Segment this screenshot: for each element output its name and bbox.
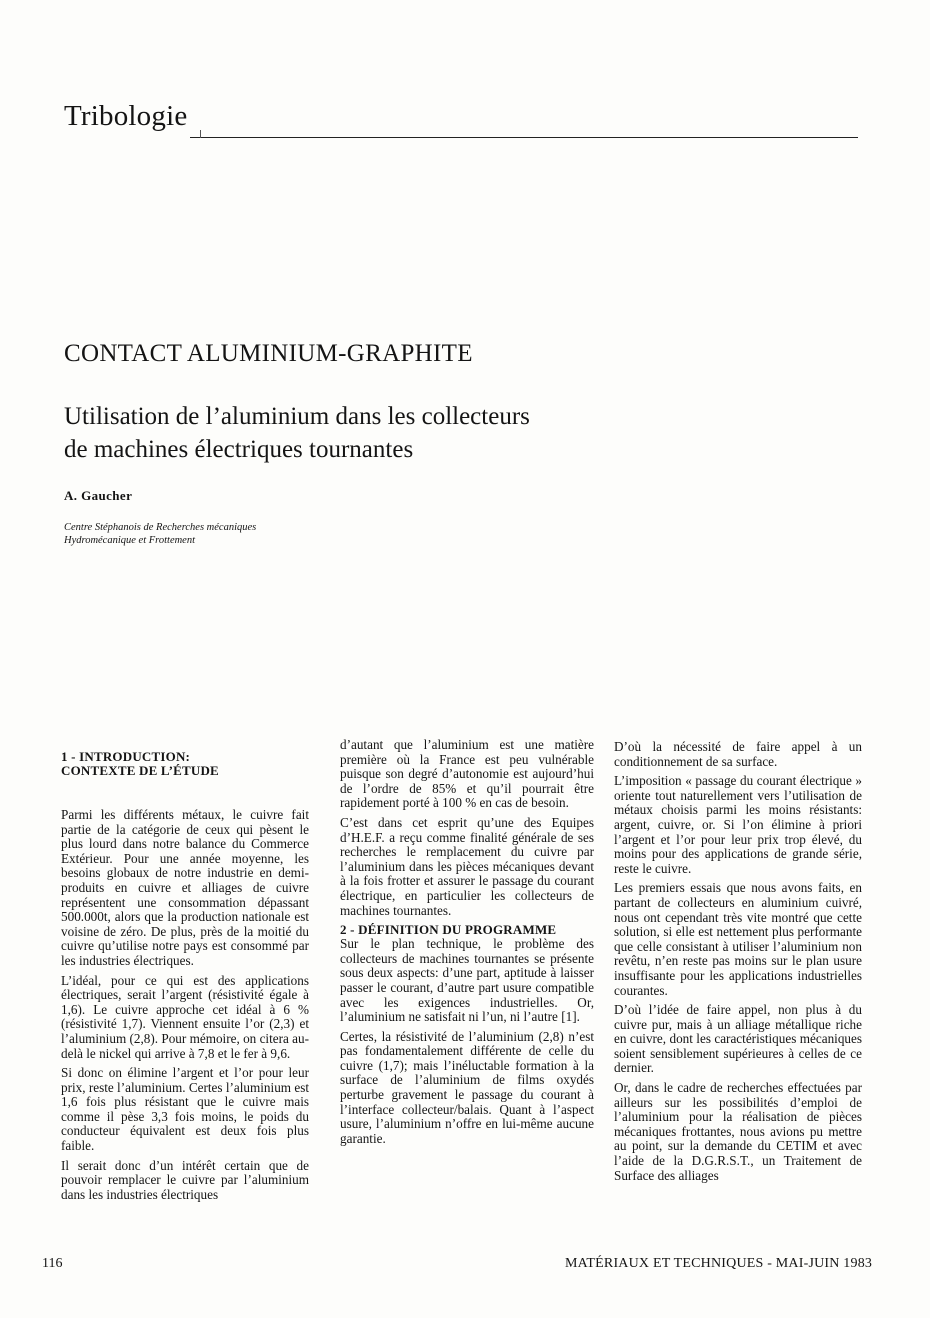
- paragraph: Il serait donc d’un intérêt certain que de pouvoir remplacer le cuivre par l’aluminium dans les industries électriques: [61, 1157, 309, 1202]
- section-title: Tribologie: [64, 100, 188, 132]
- header-rule: [190, 137, 858, 138]
- paragraph: C’est dans cet esprit qu’une des Equipes d’H.E.F. a reçu comme finalité générale de ses recherches le remplacement du cuivre par l’aluminium dans les pièces mécaniques devant à la fois frotter et assurer le passage du courant électrique, en particulier les collecteurs de machines tournantes.: [340, 814, 594, 918]
- paragraph: d’autant que l’aluminium est une matière première où la France est peu vulnérable puisque son degré d’autonomie est aujourd’hui de l’ordre de 85% et qu’il pourrait être rapidement porté à 100 % en cas de besoin.: [340, 737, 594, 811]
- subtitle-line-1: Utilisation de l’aluminium dans les collecteurs: [64, 403, 530, 430]
- heading-line-1: 1 - INTRODUCTION:: [61, 749, 191, 764]
- paragraph: Parmi les différents métaux, le cuivre fait partie de la catégorie de ceux qui pèsent le plus lourd dans notre balance du Commerce Extérieur. Pour une année moyenne, les besoins globaux de notre industrie en demi-produits en cuivre et alliages de cuivre représentent une consommation dépassant 500.000t, alors que la production nationale est voisine de zéro. De plus, près de la moitié du cuivre qu’utilise notre pays est consommé par les industries électriques.: [61, 807, 309, 968]
- paragraph: Sur le plan technique, le problème des collecteurs de machines tournantes se présente sous deux aspects: d’une part, aptitude à laisser passer le courant, d’autre part usure compatible avec les exigences industrielles. Or, l’aluminium ne satisfait ni l’un, ni l’autre [1].: [340, 936, 594, 1025]
- paragraph: Si donc on élimine l’argent et l’or pour leur prix, reste l’aluminium. Certes l’aluminium est 1,6 fois plus résistant que le cuivre mais comme il pèse 3,3 fois moins, le poids du conducteur équivalent est deux fois plus faible.: [61, 1065, 309, 1154]
- article-subtitle: [64, 400, 704, 466]
- paragraph: Or, dans le cadre de recherches effectuées par ailleurs sur les possibilités d’emploi de l’aluminium pour la réalisation de pièces mécaniques frottantes, nous avions pu mettre au point, sur la demande du CETIM et avec l’aide de la D.G.R.S.T., un Traitement de Surface des alliages: [614, 1080, 862, 1183]
- column-1: [61, 750, 309, 1207]
- paragraph: D’où la nécessité de faire appel à un conditionnement de sa surface.: [614, 739, 862, 769]
- page-number: 116: [42, 1256, 63, 1271]
- header-rule-tick: [200, 130, 201, 138]
- affiliation: [64, 521, 256, 547]
- affiliation-line-2: Hydromécanique et Frottement: [64, 535, 196, 546]
- subtitle-line-2: de machines électriques tournantes: [64, 436, 414, 463]
- author: A. Gaucher: [64, 488, 133, 503]
- paragraph: D’où l’idée de faire appel, non plus à du cuivre pur, mais à un alliage métallique riche en cuivre, dont les caractéristiques mécaniques soient sensiblement supérieures à celles de ce dernier.: [614, 1002, 862, 1076]
- column-2: [340, 738, 594, 1151]
- article-title: CONTACT ALUMINIUM-GRAPHITE: [64, 340, 473, 367]
- section-heading-introduction: [61, 750, 309, 778]
- journal-footer: MATÉRIAUX ET TECHNIQUES - MAI-JUIN 1983: [565, 1256, 873, 1271]
- affiliation-line-1: Centre Stéphanois de Recherches mécaniques: [64, 522, 257, 533]
- column-3: [614, 740, 862, 1188]
- section-heading-programme: 2 - DÉFINITION DU PROGRAMME: [340, 922, 557, 938]
- paragraph: Certes, la résistivité de l’aluminium (2,8) n’est pas fondamentalement différente de celle du cuivre (1,7); mais l’inéluctable formation à la surface de l’aluminium de films oxydés perturbe gravement le passage du courant à l’interface collecteur/balais. Quant à l’aspect usure, l’aluminium n’offre en lui-même aucune garantie.: [340, 1028, 594, 1146]
- paragraph: L’idéal, pour ce qui est des applications électriques, serait l’argent (résistivité égale à 1,6). Le cuivre approche cet idéal à 6 % (résistivité 1,7). Viennent ensuite l’or (2,3) et l’aluminium (2,8). Pour mémoire, on citera au-delà le nickel qui arrive à 7,8 et le fer à 9,6.: [61, 972, 309, 1061]
- heading-line-2: CONTEXTE DE L’ÉTUDE: [61, 763, 219, 778]
- paragraph: L’imposition « passage du courant électrique » oriente tout naturellement vers l’utilisation de métaux choisis parmi les moins résistants: argent, cuivre, or. Si l’on élimine à priori l’argent et l’or pour leur prix trop élevé, du moins pour des applications de grande série, reste le cuivre.: [614, 773, 862, 876]
- paragraph: Les premiers essais que nous avons faits, en partant de collecteurs en aluminium cuivré, nous ont cependant très vite montré que cette solution, si elle est nettement plus performante que celle consistant à utiliser l’aluminium non revêtu, n’en reste pas moins sur le plan usure insuffisante pour les applications industrielles courantes.: [614, 880, 862, 998]
